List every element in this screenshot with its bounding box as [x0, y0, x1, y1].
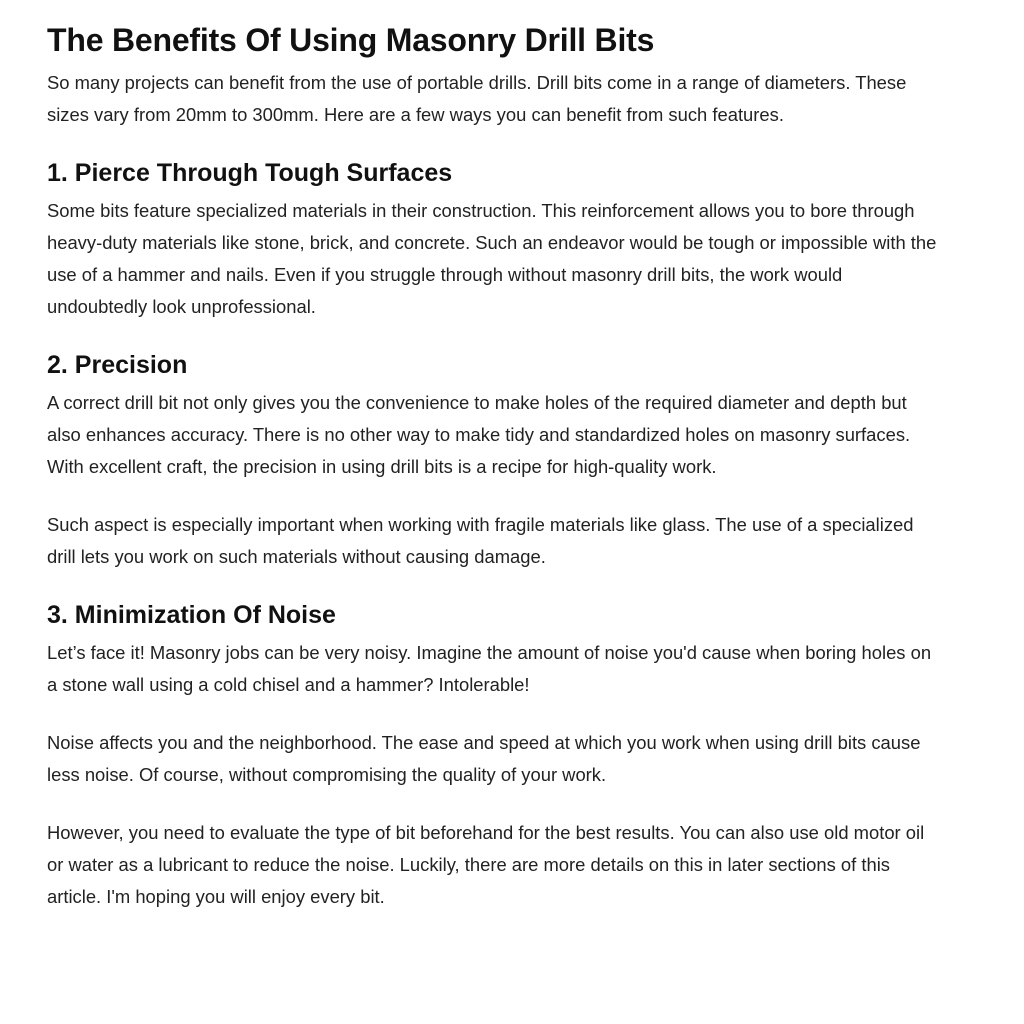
- section-paragraph: Let’s face it! Masonry jobs can be very noisy. Imagine the amount of noise you'd cause when boring holes on a stone wall using a cold chisel and a hammer? Intolerable!: [47, 642, 932, 695]
- section-paragraph: Some bits feature specialized materials in their construction. This reinforcement allows you to bore through heavy-duty materials like stone, brick, and concrete. Such an endeavor would be tough or impossible with the use of a hammer and nails. Even if you struggle through without masonry drill bits, the work would undoubtedly look unprofessional.: [47, 200, 937, 317]
- section-minimization-of-noise: [47, 595, 937, 913]
- section-heading: 2. Precision: [47, 351, 188, 379]
- section-heading: 1. Pierce Through Tough Surfaces: [47, 159, 453, 187]
- intro-paragraph: So many projects can benefit from the use of portable drills. Drill bits come in a range of diameters. These sizes vary from 20mm to 300mm. Here are a few ways you can benefit from such features.: [47, 72, 907, 125]
- section-precision: [47, 345, 937, 573]
- section-heading: 3. Minimization Of Noise: [47, 601, 336, 629]
- section-pierce-through-tough-surfaces: [47, 153, 937, 323]
- section-paragraph: However, you need to evaluate the type of bit beforehand for the best results. You can also use old motor oil or water as a lubricant to reduce the noise. Luckily, there are more details on this in later sections of this article. I'm hoping you will enjoy every bit.: [47, 822, 925, 907]
- section-paragraph: Noise affects you and the neighborhood. The ease and speed at which you work when using drill bits cause less noise. Of course, without compromising the quality of your work.: [47, 732, 921, 785]
- section-paragraph: A correct drill bit not only gives you the convenience to make holes of the required diameter and depth but also enhances accuracy. There is no other way to make tidy and standardized holes on masonry surfaces. With excellent craft, the precision in using drill bits is a recipe for high-quality work.: [47, 392, 911, 477]
- article-title: The Benefits Of Using Masonry Drill Bits: [47, 22, 655, 58]
- article: [47, 14, 937, 913]
- section-paragraph: Such aspect is especially important when working with fragile materials like glass. The use of a specialized drill lets you work on such materials without causing damage.: [47, 514, 914, 567]
